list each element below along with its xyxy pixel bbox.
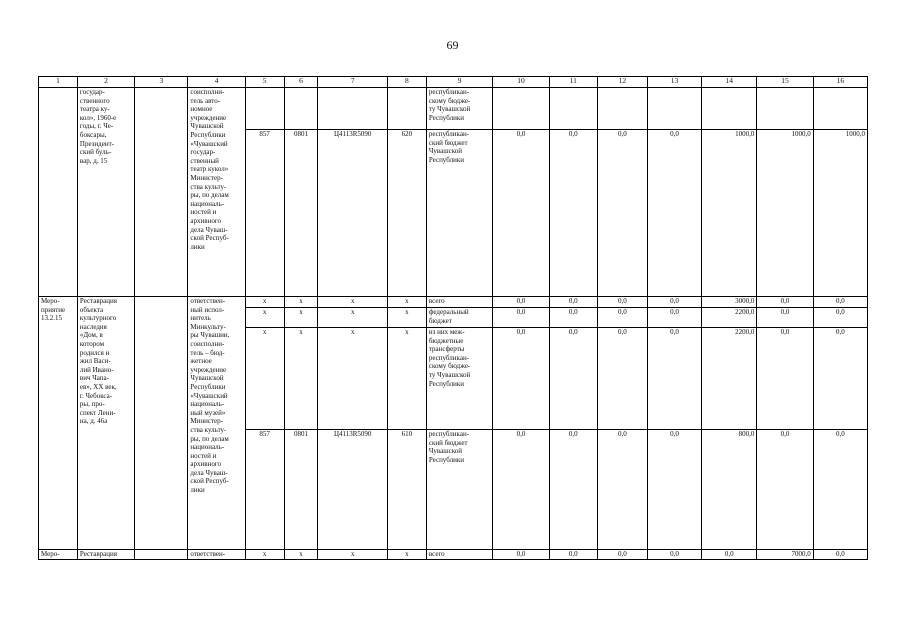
- value-cell: 0,0: [493, 130, 549, 297]
- value-cell: 1000,0: [757, 130, 813, 297]
- gov-code-cell: х: [245, 308, 284, 328]
- code-cell: [318, 88, 388, 130]
- value-cell: [702, 88, 757, 130]
- value-cell: 0,0: [647, 308, 701, 328]
- source-cell: всего: [426, 297, 493, 308]
- budget-table: [38, 76, 868, 560]
- page-number: 69: [446, 38, 459, 52]
- table-row: [39, 88, 868, 130]
- value-cell: 0,0: [549, 328, 597, 430]
- value-cell: [647, 88, 701, 130]
- value-cell: 0,0: [647, 430, 701, 550]
- expense-code-cell: х: [387, 297, 426, 308]
- header-cell: 5: [245, 77, 284, 88]
- value-cell: 0,0: [813, 328, 867, 430]
- value-cell: 0,0: [493, 328, 549, 430]
- empty-cell: [135, 550, 188, 560]
- value-cell: 0,0: [597, 550, 647, 560]
- value-cell: 0,0: [597, 130, 647, 297]
- object-name-cell: Реставрация объекта культурного наследия «Дом, в котором родился и жил Васи- лий Ивано- вич Чапа- ев», XX век, г. Чебокса- ры, про- спект Лени- на, д. 46а: [77, 297, 134, 550]
- section-code-cell: х: [284, 550, 318, 560]
- value-cell: 0,0: [813, 430, 867, 550]
- header-cell: 16: [813, 77, 867, 88]
- expense-code-cell: х: [387, 550, 426, 560]
- value-cell: 0,0: [493, 430, 549, 550]
- section-code-cell: х: [284, 328, 318, 430]
- value-cell: 0,0: [597, 328, 647, 430]
- source-cell: всего: [426, 550, 493, 560]
- header-cell: 15: [757, 77, 813, 88]
- expense-code-cell: 620: [387, 130, 426, 297]
- empty-cell: [135, 88, 188, 297]
- measure-cell: [39, 88, 78, 297]
- target-code-cell: х: [318, 308, 388, 328]
- source-cell: из них меж- бюджетные трансферты республикан- скому бюдже- ту Чувашской Республики: [426, 328, 493, 430]
- value-cell: 7000,0: [757, 550, 813, 560]
- value-cell: 0,0: [549, 550, 597, 560]
- gov-code-cell: х: [245, 328, 284, 430]
- value-cell: 0,0: [549, 430, 597, 550]
- responsible-cell: ответствен-: [188, 550, 245, 560]
- header-cell: 3: [135, 77, 188, 88]
- expense-code-cell: х: [387, 328, 426, 430]
- value-cell: [813, 88, 867, 130]
- value-cell: 0,0: [647, 328, 701, 430]
- expense-code-cell: х: [387, 308, 426, 328]
- value-cell: 0,0: [757, 328, 813, 430]
- target-code-cell: Ц4113R5090: [318, 130, 388, 297]
- value-cell: 0,0: [597, 430, 647, 550]
- source-cell: республикан- ский бюджет Чувашской Республики: [426, 430, 493, 550]
- gov-code-cell: х: [245, 550, 284, 560]
- target-code-cell: х: [318, 297, 388, 308]
- value-cell: 0,0: [549, 308, 597, 328]
- table-row: [39, 297, 868, 308]
- header-cell: 13: [647, 77, 701, 88]
- source-cell: федеральный бюджет: [426, 308, 493, 328]
- value-cell: 0,0: [813, 297, 867, 308]
- header-cell: 11: [549, 77, 597, 88]
- object-name-cell: государ- ственного театра ку- кол», 1960-е годы, г. Че- боксары, Президент- ский буль- вар, д. 15: [77, 88, 134, 297]
- header-cell: 14: [702, 77, 757, 88]
- gov-code-cell: 857: [245, 430, 284, 550]
- value-cell: [597, 88, 647, 130]
- value-cell: 0,0: [597, 297, 647, 308]
- section-code-cell: х: [284, 308, 318, 328]
- target-code-cell: Ц4113R5090: [318, 430, 388, 550]
- header-cell: 9: [426, 77, 493, 88]
- table-header-row: [39, 77, 868, 88]
- value-cell: 0,0: [549, 130, 597, 297]
- gov-code-cell: х: [245, 297, 284, 308]
- value-cell: [757, 88, 813, 130]
- value-cell: 1000,0: [813, 130, 867, 297]
- value-cell: 0,0: [813, 308, 867, 328]
- target-code-cell: х: [318, 550, 388, 560]
- value-cell: 0,0: [493, 550, 549, 560]
- code-cell: [245, 88, 284, 130]
- value-cell: 0,0: [493, 308, 549, 328]
- header-cell: 1: [39, 77, 78, 88]
- source-cell: республикан- скому бюдже- ту Чувашской Республики: [426, 88, 493, 130]
- table-row: [39, 550, 868, 560]
- value-cell: 0,0: [757, 308, 813, 328]
- measure-cell: Меро- приятие 13.2.15: [39, 297, 78, 550]
- value-cell: 0,0: [647, 550, 701, 560]
- value-cell: 2200,0: [702, 328, 757, 430]
- header-cell: 8: [387, 77, 426, 88]
- section-code-cell: 0801: [284, 430, 318, 550]
- value-cell: 0,0: [702, 550, 757, 560]
- empty-cell: [135, 297, 188, 550]
- value-cell: 0,0: [757, 430, 813, 550]
- header-cell: 7: [318, 77, 388, 88]
- header-cell: 10: [493, 77, 549, 88]
- value-cell: 1000,0: [702, 130, 757, 297]
- value-cell: 0,0: [813, 550, 867, 560]
- value-cell: 0,0: [647, 130, 701, 297]
- code-cell: [387, 88, 426, 130]
- value-cell: [549, 88, 597, 130]
- header-cell: 6: [284, 77, 318, 88]
- value-cell: 0,0: [757, 297, 813, 308]
- value-cell: 0,0: [647, 297, 701, 308]
- value-cell: 2200,0: [702, 308, 757, 328]
- gov-code-cell: 857: [245, 130, 284, 297]
- expense-code-cell: 610: [387, 430, 426, 550]
- measure-cell: Меро-: [39, 550, 78, 560]
- value-cell: 0,0: [549, 297, 597, 308]
- section-code-cell: х: [284, 297, 318, 308]
- code-cell: [284, 88, 318, 130]
- value-cell: 0,0: [493, 297, 549, 308]
- value-cell: 0,0: [597, 308, 647, 328]
- section-code-cell: 0801: [284, 130, 318, 297]
- value-cell: 800,0: [702, 430, 757, 550]
- header-cell: 2: [77, 77, 134, 88]
- responsible-cell: соисполни- тель авто- номное учреждение Чувашской Республики «Чувашский государ- ственный театр кукол» Министер- ства культу- ры, по делам националь- ностей и архивного дела Чуваш- ской Респуб- лики: [188, 88, 245, 297]
- value-cell: 3000,0: [702, 297, 757, 308]
- value-cell: [493, 88, 549, 130]
- header-cell: 4: [188, 77, 245, 88]
- source-cell: республикан- ский бюджет Чувашской Республики: [426, 130, 493, 297]
- target-code-cell: х: [318, 328, 388, 430]
- header-cell: 12: [597, 77, 647, 88]
- object-name-cell: Реставрация: [77, 550, 134, 560]
- responsible-cell: ответствен- ный испол- нитель Минкульту- ры Чувашии, соисполни- тель – бюд- жетное учреждение Чувашской Республики «Чувашский националь- ный музей» Министер- ства культу- ры, по делам националь- ностей и архивного дела Чуваш- ской Респуб- лики: [188, 297, 245, 550]
